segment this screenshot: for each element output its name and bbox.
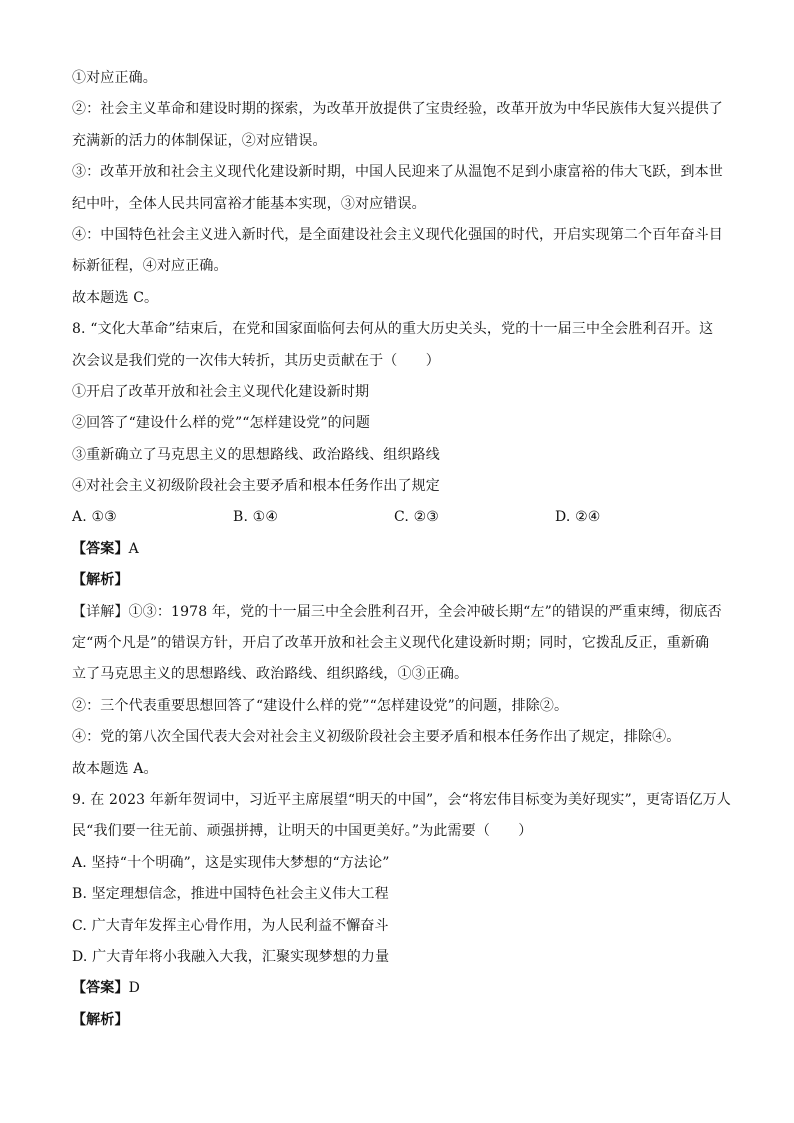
q9-option-a: A. 坚持“十个明确”，这是实现伟大梦想的“方法论” [72, 854, 390, 871]
q8-option-d: D. ②④ [555, 509, 601, 526]
q8-detail-line: ④：党的第八次全国代表大会对社会主义初级阶段社会主要矛盾和根本任务作出了规定，排除④。 [72, 729, 681, 746]
q8-statement: ①开启了改革开放和社会主义现代化建设新时期 [72, 383, 370, 400]
q8-detail-line: 【详解】①③：1978 年，党的十一届三中全会胜利召开，全会冲破长期“左”的错误的严重束缚，彻底否 [72, 603, 722, 620]
q8-detail-line: 定“两个凡是”的错误方针，开启了改革开放和社会主义现代化建设新时期；同时，它拨乱反正，重新确 [72, 635, 710, 652]
q8-option-b: B. ①④ [233, 509, 279, 526]
q8-statement: ②回答了“建设什么样的党”“怎样建设党”的问题 [72, 415, 371, 432]
q7-explanation-line: 充满新的活力的体制保证，②对应错误。 [72, 132, 327, 149]
q8-answer-label: 【答案】 [72, 540, 129, 557]
q7-conclusion: 故本题选 C。 [72, 289, 159, 306]
q8-conclusion: 故本题选 A。 [72, 760, 158, 777]
q9-option-b: B. 坚定理想信念，推进中国特色社会主义伟大工程 [72, 886, 389, 903]
q8-statement: ④对社会主义初级阶段社会主要矛盾和根本任务作出了规定 [72, 478, 440, 495]
q9-stem-line: 民“我们要一往无前、顽强拼搏，让明天的中国更美好。”为此需要（ ） [72, 823, 533, 840]
q9-answer [72, 973, 724, 1004]
q9-option-c: C. 广大青年发挥主心骨作用，为人民利益不懈奋斗 [72, 917, 389, 934]
q7-explanation-line: ③：改革开放和社会主义现代化建设新时期，中国人民迎来了从温饱不足到小康富裕的伟大飞跃，到本世 [72, 164, 723, 181]
q8-answer-value: A [128, 540, 139, 557]
q8-answer [72, 534, 724, 565]
q8-option-a: A. ①③ [72, 509, 117, 526]
q8-option-c: C. ②③ [394, 509, 439, 526]
q9-option-d: D. 广大青年将小我融入大我，汇聚实现梦想的力量 [72, 948, 390, 965]
q7-explanation-line: ②：社会主义革命和建设时期的探索，为改革开放提供了宝贵经验，改革开放为中华民族伟大复兴提供了 [72, 101, 723, 118]
q9-stem-line: 9. 在 2023 年新年贺词中，习近平主席展望“明天的中国”，会“将宏伟目标变为美好现实”，更寄语亿万人 [72, 791, 731, 808]
q9-analysis-label: 【解析】 [72, 1011, 129, 1028]
q7-explanation-line: ①对应正确。 [72, 70, 157, 86]
q8-analysis-label: 【解析】 [72, 572, 129, 589]
q8-detail-line: ②：三个代表重要思想回答了“建设什么样的党”“怎样建设党”的问题，排除②。 [72, 697, 569, 714]
q8-statement: ③重新确立了马克思主义的思想路线、政治路线、组织路线 [72, 446, 440, 463]
q8-options [72, 502, 724, 533]
q7-explanation-line: 纪中叶，全体人民共同富裕才能基本实现，③对应错误。 [72, 195, 426, 212]
q7-explanation-line: 标新征程，④对应正确。 [72, 258, 228, 275]
q9-answer-label: 【答案】 [72, 980, 129, 997]
q7-explanation-line: ④：中国特色社会主义进入新时代，是全面建设社会主义现代化强国的时代，开启实现第二个百年奋斗目 [72, 226, 723, 243]
q8-stem-line: 8. “文化大革命”结束后，在党和国家面临何去何从的重大历史关头，党的十一届三中全会胜利召开。这 [72, 321, 714, 338]
q8-stem-line: 次会议是我们党的一次伟大转折，其历史贡献在于（ ） [72, 352, 440, 369]
q9-answer-value: D [128, 980, 140, 997]
q8-detail-line: 立了马克思主义的思想路线、政治路线、组织路线，①③正确。 [72, 666, 469, 683]
document-content [72, 63, 731, 1036]
